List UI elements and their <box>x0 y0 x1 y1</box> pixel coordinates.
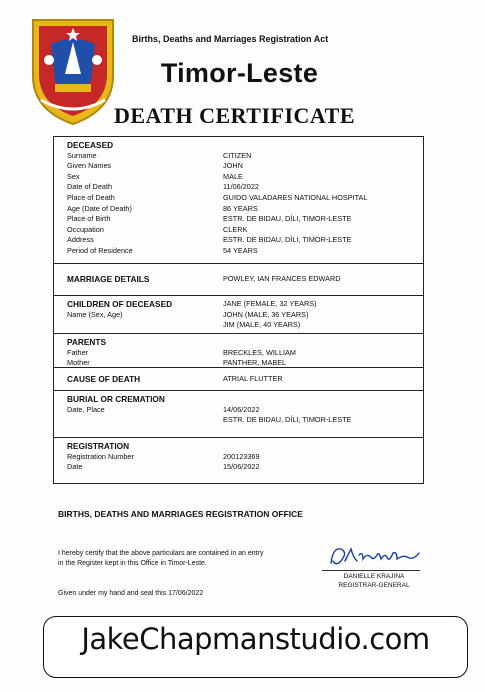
marriage-value: POWLEY, IAN FRANCES EDWARD <box>223 274 341 283</box>
watermark-text: JakeChapmanstudio.com <box>81 622 430 656</box>
registration-date-label: Date <box>67 462 83 472</box>
registrar-signature-icon <box>327 543 423 569</box>
parents-heading: PARENTS <box>67 337 107 347</box>
father-label: Father <box>67 347 89 357</box>
field-value: JOHN <box>223 161 243 171</box>
father-value: BRECKLES, WILLIAM <box>223 347 296 357</box>
field-value: 54 YEARS <box>223 245 258 255</box>
field-value: 11/06/2022 <box>223 182 259 192</box>
marriage-heading: MARRIAGE DETAILS <box>67 274 150 284</box>
registration-number: 200123369 <box>223 451 260 461</box>
parents-section <box>54 334 423 368</box>
child-entry: JANE (FEMALE, 32 YEARS) <box>223 299 317 308</box>
cause-value: ATRIAL FLUTTER <box>223 374 283 383</box>
field-label: Period of Residence <box>67 245 133 255</box>
certification-text: I hereby certify that the above particulars are contained in an entry in the Register kept in this Office in Timor-Leste. <box>58 550 264 567</box>
child-entry: JOHN (MALE, 36 YEARS) <box>223 309 309 319</box>
burial-sublabel: Date, Place <box>67 404 105 414</box>
registration-number-label: Registration Number <box>67 451 134 461</box>
burial-date: 14/06/2022 <box>223 404 260 414</box>
signature-line <box>322 570 420 571</box>
field-label: Address <box>67 235 94 245</box>
deceased-section <box>54 137 423 264</box>
registration-heading: REGISTRATION <box>67 441 130 451</box>
child-entry: JIM (MALE, 40 YEARS) <box>223 320 301 330</box>
cause-section <box>54 368 423 391</box>
field-label: Age (Date of Death) <box>67 203 132 213</box>
watermark-banner <box>43 616 468 678</box>
mother-label: Mother <box>67 358 90 368</box>
field-label: Sex <box>67 171 80 181</box>
certificate-title: DEATH CERTIFICATE <box>114 103 356 128</box>
deceased-heading: DECEASED <box>67 140 114 150</box>
burial-section <box>54 391 423 438</box>
field-value: MALE <box>223 171 243 181</box>
field-label: Given Names <box>67 161 112 171</box>
field-value: 86 YEARS <box>223 203 258 213</box>
field-value: GUIDO VALADARES NATIONAL HOSPITAL <box>223 192 368 202</box>
field-value: CITIZEN <box>223 150 252 160</box>
field-label: Place of Birth <box>67 214 111 224</box>
children-heading: CHILDREN OF DECEASED <box>67 299 173 309</box>
field-label: Surname <box>67 150 97 160</box>
field-value: ESTR. DE BIDAU, DÍLI, TIMOR-LESTE <box>223 214 352 224</box>
marriage-section <box>54 264 423 296</box>
office-name: BIRTHS, DEATHS AND MARRIAGES REGISTRATION OFFICE <box>58 509 303 519</box>
registration-section <box>54 438 423 483</box>
registrar-name: DANIELLE KRAJINA <box>343 573 405 580</box>
registrar-title: REGISTRAR-GENERAL <box>338 582 410 589</box>
country-name: Timor-Leste <box>160 58 319 88</box>
field-label: Date of Death <box>67 182 113 192</box>
mother-value: PANTHER, MABEL <box>223 358 287 368</box>
burial-heading: BURIAL OR CREMATION <box>67 394 165 404</box>
act-title: Births, Deaths and Marriages Registration Act <box>132 34 329 44</box>
details-table <box>53 136 424 484</box>
given-under-hand: Given under my hand and seal this 17/06/2022 <box>58 590 204 597</box>
field-label: Occupation <box>67 224 104 234</box>
registration-date: 15/06/2022 <box>223 462 260 472</box>
burial-place: ESTR. DE BIDAU, DÍLI, TIMOR-LESTE <box>223 415 352 425</box>
cause-heading: CAUSE OF DEATH <box>67 374 141 384</box>
children-section <box>54 296 423 334</box>
field-value: ESTR. DE BIDAU, DÍLI, TIMOR-LESTE <box>223 235 352 245</box>
children-sublabel: Name (Sex, Age) <box>67 309 123 319</box>
field-label: Place of Death <box>67 192 115 202</box>
field-value: CLERK <box>223 224 248 234</box>
